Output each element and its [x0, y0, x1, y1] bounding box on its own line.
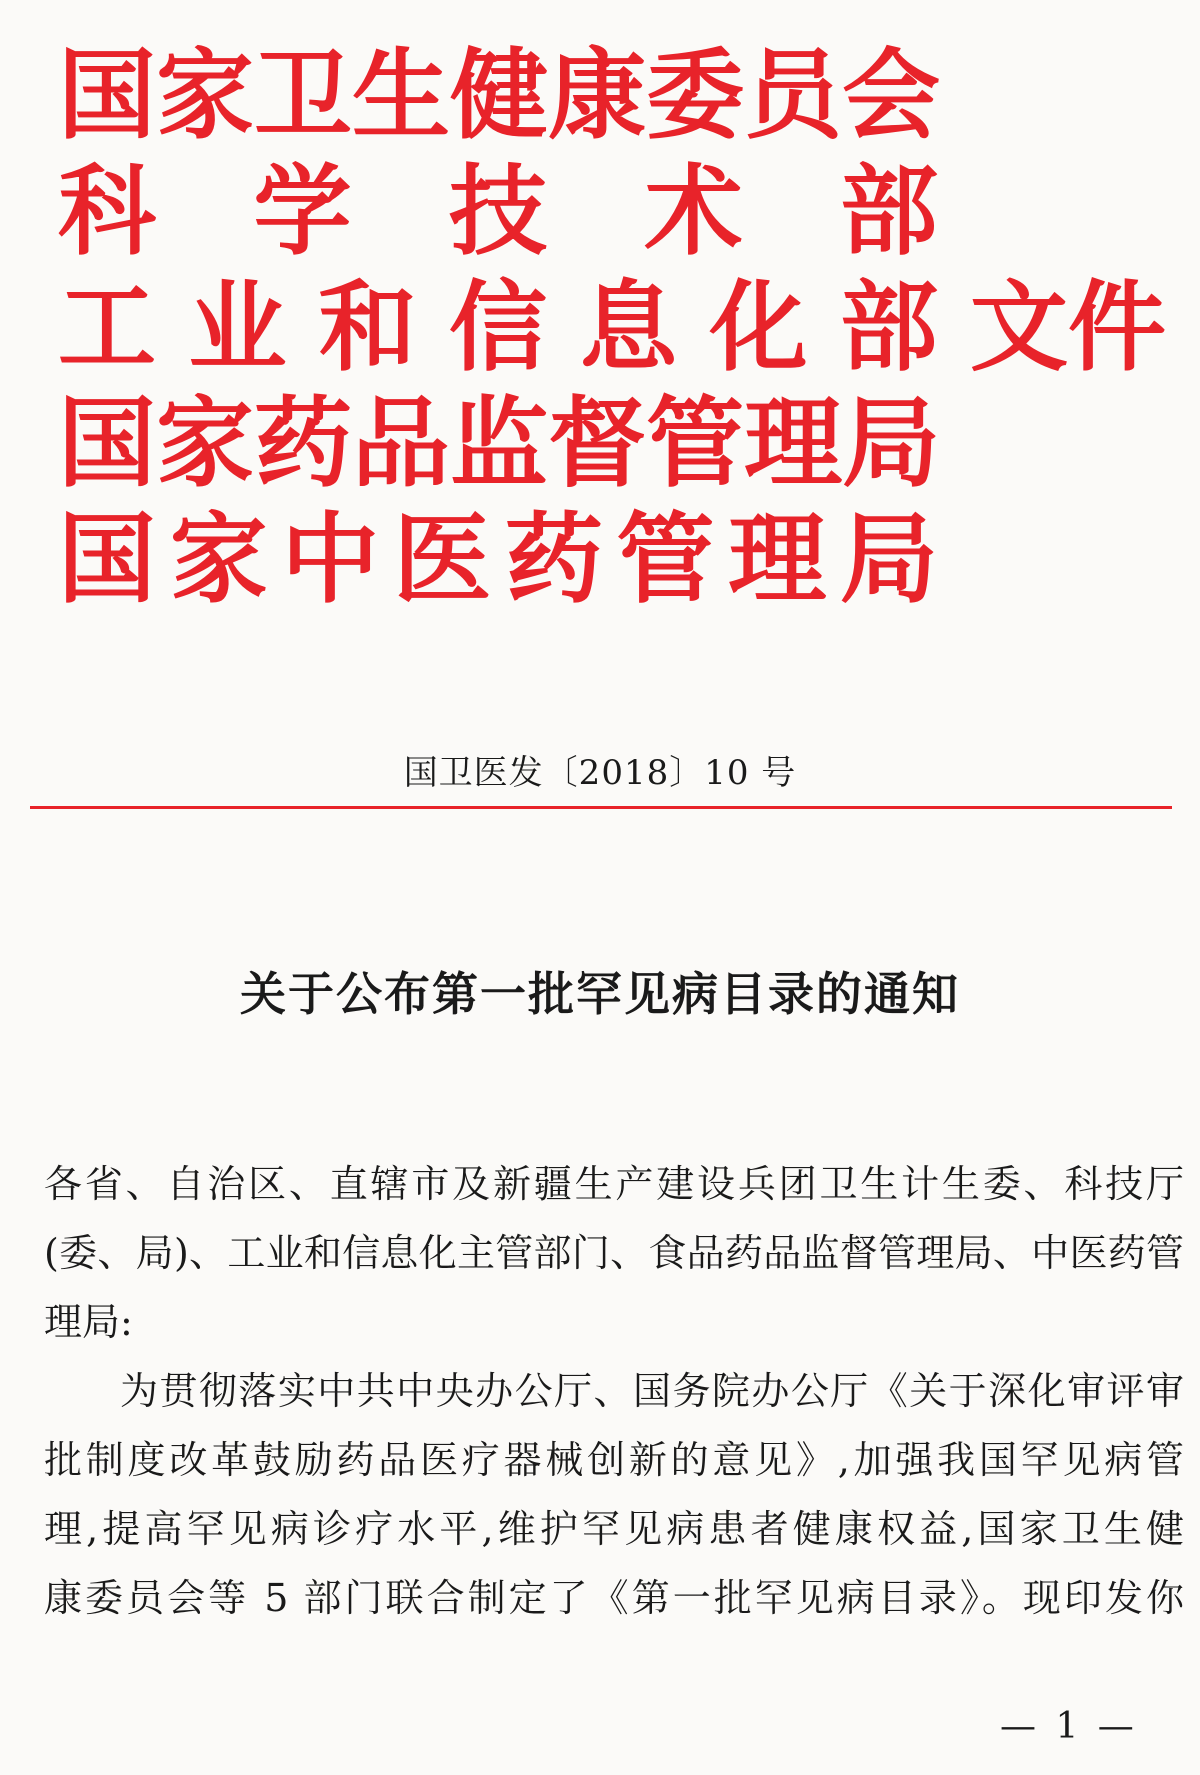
agency-char: 技 — [448, 155, 547, 269]
agency-row-5 — [58, 502, 1148, 618]
agency-char: 健 — [450, 39, 549, 153]
agency-name-4 — [58, 386, 941, 502]
addressee-line: 各省、自治区、直辖市及新疆生产建设兵团卫生计生委、科技厅 — [44, 1162, 1184, 1206]
addressee-line: 理局: — [44, 1300, 133, 1344]
issuing-agencies-header — [58, 38, 1167, 618]
agency-char: 医 — [393, 503, 492, 617]
agency-char: 局 — [842, 387, 941, 501]
agency-name-5 — [58, 502, 938, 618]
paragraph-line: 为贯彻落实中共中央办公厅、国务院办公厅《关于深化审评审 — [120, 1369, 1184, 1413]
agency-char: 药 — [254, 387, 353, 501]
agency-name-2 — [58, 154, 938, 270]
agency-char: 信 — [448, 271, 547, 385]
agency-char: 中 — [281, 503, 380, 617]
agency-char: 督 — [548, 387, 647, 501]
paragraph-line: 康委员会等 5 部门联合制定了《第一批罕见病目录》。现印发你 — [44, 1576, 1184, 1620]
document-label: 文件 — [970, 271, 1167, 385]
agency-char: 业 — [188, 271, 287, 385]
agency-char: 生 — [352, 39, 451, 153]
agency-name-1 — [58, 38, 941, 154]
document-number: 国卫医发〔2018〕10 号 — [403, 753, 797, 793]
agency-char: 家 — [156, 39, 255, 153]
body-paragraph — [44, 1357, 1184, 1633]
agency-char: 局 — [839, 503, 938, 617]
agency-char: 家 — [169, 503, 268, 617]
agency-row-1 — [58, 38, 1148, 154]
agency-char: 国 — [58, 503, 157, 617]
agency-char: 息 — [579, 271, 678, 385]
agency-char: 部 — [839, 155, 938, 269]
page-number: — 1 — — [1000, 1706, 1138, 1747]
agency-row-3 — [58, 270, 1167, 386]
agency-char: 和 — [318, 271, 417, 385]
agency-char: 委 — [646, 39, 745, 153]
agency-row-4 — [58, 386, 1148, 502]
agency-char: 理 — [744, 387, 843, 501]
agency-char: 员 — [744, 39, 843, 153]
addressee-line: (委、局)、工业和信息化主管部门、食品药品监督管理局、中医药管 — [44, 1231, 1184, 1275]
agency-char: 监 — [450, 387, 549, 501]
agency-char: 康 — [548, 39, 647, 153]
agency-char: 卫 — [254, 39, 353, 153]
agency-name-3 — [58, 270, 938, 386]
document-body — [44, 1150, 1184, 1633]
agency-char: 部 — [839, 271, 938, 385]
agency-char: 管 — [646, 387, 745, 501]
agency-char: 学 — [253, 155, 352, 269]
agency-char: 术 — [644, 155, 743, 269]
agency-char: 会 — [842, 39, 941, 153]
agency-char: 家 — [156, 387, 255, 501]
addressee — [44, 1150, 1184, 1357]
agency-char: 理 — [728, 503, 827, 617]
agency-char: 品 — [352, 387, 451, 501]
document-title: 关于公布第一批罕见病目录的通知 — [240, 967, 960, 1021]
agency-char: 药 — [504, 503, 603, 617]
agency-char: 化 — [709, 271, 808, 385]
paragraph-line: 批制度改革鼓励药品医疗器械创新的意见》,加强我国罕见病管 — [44, 1438, 1184, 1482]
paragraph-line: 理,提高罕见病诊疗水平,维护罕见病患者健康权益,国家卫生健 — [44, 1507, 1184, 1551]
agency-char: 国 — [58, 39, 157, 153]
agency-char: 管 — [616, 503, 715, 617]
red-divider-line — [30, 806, 1172, 809]
agency-char: 国 — [58, 387, 157, 501]
agency-char: 科 — [58, 155, 157, 269]
agency-char: 工 — [58, 271, 157, 385]
agency-row-2 — [58, 154, 1148, 270]
